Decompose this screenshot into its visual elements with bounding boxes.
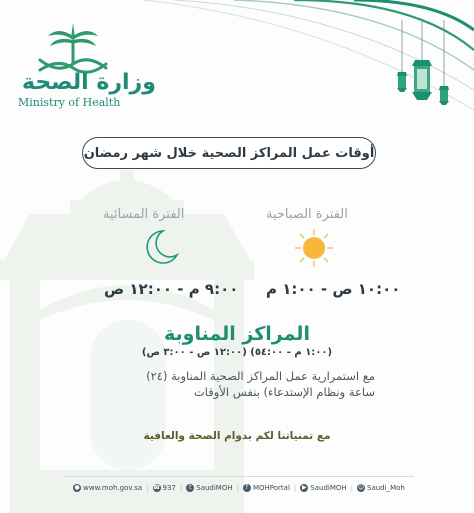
footer-separator: | xyxy=(350,483,354,492)
logo-arabic-text: وزارة الصحة xyxy=(22,70,156,95)
evening-period-label: الفترة المسائية xyxy=(103,207,185,222)
duty-centers-title: المراكز المناوبة xyxy=(164,323,310,345)
page-title: أوقات عمل المراكز الصحية خلال شهر رمضان xyxy=(83,145,375,161)
footer-separator: | xyxy=(146,483,149,492)
footer-separator: | xyxy=(293,483,297,492)
sun-icon xyxy=(294,228,334,268)
footer-contacts xyxy=(64,476,414,496)
hanging-lanterns-icon xyxy=(394,20,454,110)
duty-centers-hours: (١:٠٠ م - ٥٤:٠٠) (١٢:٠٠ ص - ٣:٠٠ ص) xyxy=(141,347,333,358)
footer-separator: | xyxy=(179,483,183,492)
footer-phone[interactable] xyxy=(153,484,176,492)
footer-youtube[interactable] xyxy=(300,484,346,492)
footer-twitter[interactable] xyxy=(186,484,232,492)
youtube-text: SaudiMOH xyxy=(310,483,347,492)
footer-website[interactable] xyxy=(73,484,142,492)
website-text: www.moh.gov.sa xyxy=(83,483,143,492)
logo-english-text: Ministry of Health xyxy=(18,96,121,109)
duty-centers-description: مع استمرارية عمل المراكز الصحية المناوبة (٢٤) ساعة ونظام الإستدعاء) بنفس الأوقات xyxy=(146,369,375,399)
footer-portal[interactable] xyxy=(243,484,290,492)
footer-separator: | xyxy=(236,483,239,492)
youtube-icon: ▶ xyxy=(301,483,307,491)
portal-text: MOHPortal xyxy=(252,483,290,492)
crescent-moon-icon xyxy=(143,229,179,267)
twitter-text: SaudiMOH xyxy=(196,483,233,492)
phone-icon: ☎ xyxy=(152,483,161,491)
evening-period-time: ٩:٠٠ م - ١٢:٠٠ ص xyxy=(104,280,239,298)
title-banner xyxy=(82,137,376,169)
closing-wish: مع تمنياتنا لكم بدوام الصحة والعافية xyxy=(143,430,331,442)
twitter-icon: t xyxy=(186,484,194,492)
footer-snapchat[interactable] xyxy=(357,484,405,492)
globe-icon: ● xyxy=(74,483,80,491)
snapchat-icon: ☺ xyxy=(357,483,365,491)
snapchat-text: Saudi_Moh xyxy=(367,483,405,492)
portal-icon: f xyxy=(243,484,251,492)
morning-period-label: الفترة الصباحية xyxy=(266,207,348,222)
morning-period-time: ١٠:٠٠ ص - ١:٠٠ م xyxy=(266,280,401,298)
phone-text: 937 xyxy=(162,483,176,492)
